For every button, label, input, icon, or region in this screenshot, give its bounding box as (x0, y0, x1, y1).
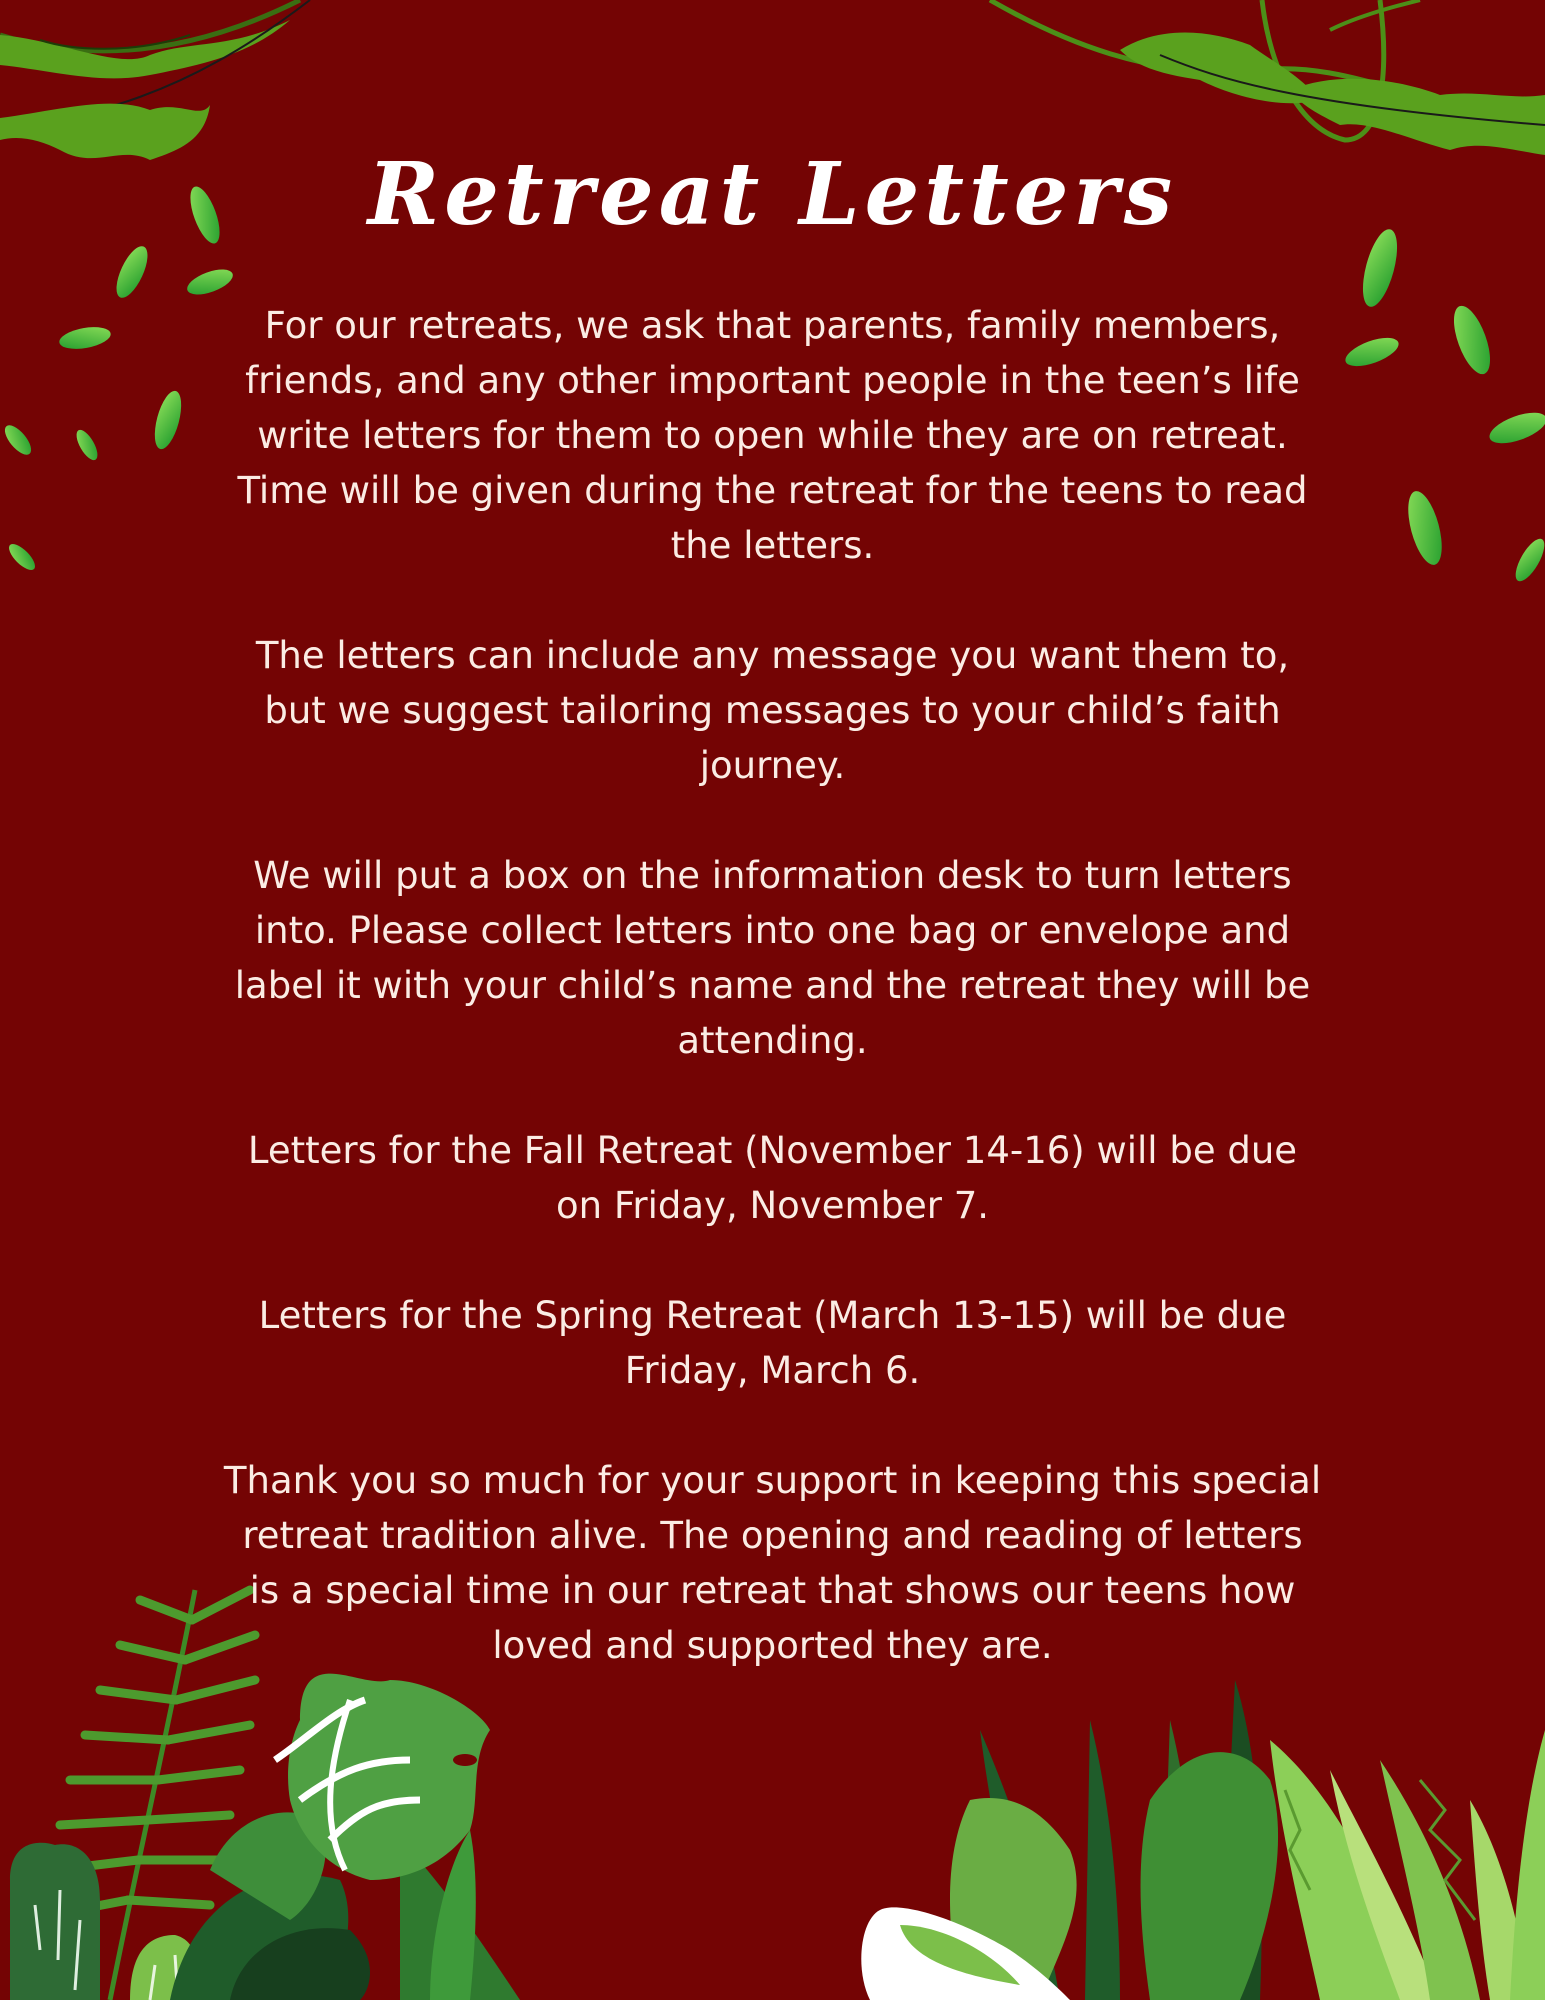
drop-off-paragraph: We will put a box on the information desk to turn letters into. Please collect letters into one bag or envelope and label it with your child’s name and the retreat they will be attending. (234, 854, 1311, 1062)
vine-icon (0, 0, 310, 160)
vine-icon (990, 0, 1545, 155)
message-suggestion-paragraph: The letters can include any message you want them to, but we suggest tailoring messages to your child’s faith journey. (255, 634, 1290, 787)
page-title: Retreat Letters (367, 144, 1178, 245)
intro-paragraph: For our retreats, we ask that parents, family members, friends, and any other important people in the teen’s life write letters for them to open while they are on retreat. Time will be given during the retreat for the teens to read the letters. (237, 304, 1308, 567)
letter-instructions (222, 298, 1323, 1673)
falling-leaf-icon (1342, 226, 1545, 586)
spring-retreat-deadline: Letters for the Spring Retreat (March 13-15) will be due Friday, March 6. (258, 1294, 1287, 1392)
fall-retreat-deadline: Letters for the Fall Retreat (November 14-16) will be due on Friday, November 7. (247, 1129, 1298, 1227)
tropical-plant-icon (861, 1680, 1545, 2000)
thank-you-paragraph: Thank you so much for your support in keeping this special retreat tradition alive. The opening and reading of letters is a special time in our retreat that shows our teens how loved and supported they are. (223, 1459, 1322, 1667)
